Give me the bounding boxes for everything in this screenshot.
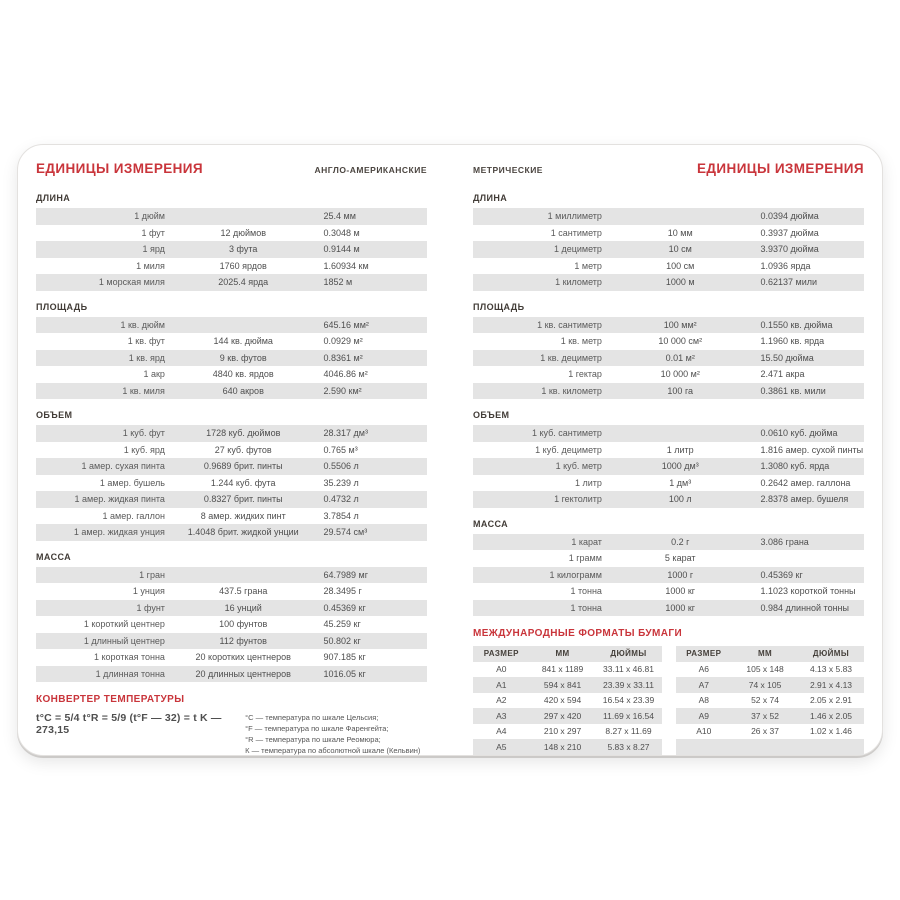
temperature-note-line: °R — температура по шкале Реомюра; bbox=[245, 735, 381, 744]
unit-value: 1.1023 короткой тонны bbox=[760, 586, 856, 597]
table-row bbox=[473, 225, 864, 242]
temperature-converter-body bbox=[36, 712, 427, 756]
unit-name: 1 амер. галлон bbox=[102, 510, 165, 521]
unit-value: 29.574 см³ bbox=[323, 527, 368, 538]
unit-name: 1 куб. дециметр bbox=[535, 444, 602, 455]
unit-equivalent: 20 длинных центнеров bbox=[195, 668, 291, 679]
unit-value: 645.16 мм² bbox=[323, 319, 369, 330]
table-row bbox=[473, 442, 864, 459]
table-row bbox=[36, 616, 427, 633]
unit-name: 1 короткая тонна bbox=[93, 652, 165, 663]
temperature-converter bbox=[36, 694, 427, 756]
paper-formats-title: МЕЖДУНАРОДНЫЕ ФОРМАТЫ БУМАГИ bbox=[473, 628, 683, 639]
table-row bbox=[36, 666, 427, 683]
temperature-formula: t°C = 5/4 t°R = 5/9 (t°F — 32) = t K — 273,15 bbox=[36, 712, 222, 736]
table-row bbox=[36, 649, 427, 666]
unit-equivalent: 0.8327 брит. пинты bbox=[203, 494, 283, 505]
unit-value: 3.086 грана bbox=[760, 536, 809, 547]
unit-value: 0.45369 кг bbox=[323, 602, 366, 613]
paper-table-row bbox=[676, 677, 865, 693]
page-left bbox=[36, 161, 427, 755]
page-right bbox=[473, 161, 864, 752]
table-row bbox=[473, 366, 864, 383]
paper-table-row bbox=[473, 724, 662, 740]
table-row bbox=[36, 600, 427, 617]
unit-name: 1 грамм bbox=[568, 553, 602, 564]
paper-size-inches: 23.39 x 33.11 bbox=[603, 679, 654, 690]
unit-value: 0.0929 м² bbox=[323, 336, 363, 347]
paper-table-header bbox=[473, 646, 662, 662]
table-row bbox=[36, 383, 427, 400]
unit-name: 1 километр bbox=[555, 277, 602, 288]
page-left-header bbox=[36, 161, 427, 176]
unit-equivalent: 12 дюймов bbox=[220, 227, 266, 238]
unit-name: 1 длинная тонна bbox=[95, 668, 165, 679]
table-row bbox=[473, 458, 864, 475]
unit-equivalent: 1728 куб. дюймов bbox=[206, 428, 281, 439]
unit-value: 1852 м bbox=[323, 277, 353, 288]
unit-equivalent: 100 га bbox=[667, 385, 694, 396]
paper-size-inches: 2.05 x 2.91 bbox=[809, 695, 853, 706]
section-title: ДЛИНА bbox=[36, 193, 71, 203]
paper-column-header: ДЮЙМЫ bbox=[812, 649, 850, 659]
paper-size: A10 bbox=[696, 726, 712, 737]
paper-size: A0 bbox=[496, 664, 507, 675]
table-row bbox=[36, 633, 427, 650]
unit-equivalent: 1000 м bbox=[665, 277, 695, 288]
table-row bbox=[36, 524, 427, 541]
unit-name: 1 миллиметр bbox=[547, 211, 602, 222]
table-row bbox=[473, 241, 864, 258]
table-row bbox=[36, 567, 427, 584]
unit-name: 1 карат bbox=[571, 536, 602, 547]
paper-size-mm: 37 x 52 bbox=[751, 710, 779, 721]
unit-equivalent: 1000 дм³ bbox=[661, 461, 699, 472]
paper-size-mm: 52 x 74 bbox=[751, 695, 779, 706]
paper-size-mm: 297 x 420 bbox=[543, 710, 582, 721]
section-title: ДЛИНА bbox=[473, 193, 508, 203]
unit-value: 0.45369 кг bbox=[760, 569, 803, 580]
paper-size-mm: 26 x 37 bbox=[751, 726, 779, 737]
table-row bbox=[36, 225, 427, 242]
unit-equivalent: 9 кв. футов bbox=[219, 352, 267, 363]
unit-equivalent: 27 куб. футов bbox=[214, 444, 272, 455]
unit-equivalent: 10 мм bbox=[667, 227, 693, 238]
table-row bbox=[36, 442, 427, 459]
paper-size-mm: 74 x 105 bbox=[748, 679, 782, 690]
paper-column-header: РАЗМЕР bbox=[686, 649, 722, 659]
table-row bbox=[36, 317, 427, 334]
unit-value: 0.62137 мили bbox=[760, 277, 818, 288]
table-row bbox=[36, 458, 427, 475]
table-row bbox=[36, 258, 427, 275]
table-row bbox=[473, 258, 864, 275]
unit-value: 0.3048 м bbox=[323, 227, 360, 238]
unit-name: 1 гран bbox=[139, 569, 165, 580]
unit-name: 1 амер. жидкая унция bbox=[73, 527, 165, 538]
unit-equivalent: 10 000 м² bbox=[660, 369, 700, 380]
unit-value: 0.0394 дюйма bbox=[760, 211, 819, 222]
unit-equivalent: 1 дм³ bbox=[669, 477, 692, 488]
table-row bbox=[36, 475, 427, 492]
units-section bbox=[473, 302, 864, 400]
paper-column-header: РАЗМЕР bbox=[483, 649, 519, 659]
unit-value: 0.1550 кв. дюйма bbox=[760, 319, 833, 330]
unit-equivalent: 3 фута bbox=[229, 244, 258, 255]
table-row bbox=[36, 491, 427, 508]
unit-value: 0.765 м³ bbox=[323, 444, 358, 455]
unit-name: 1 сантиметр bbox=[550, 227, 602, 238]
table-row bbox=[36, 350, 427, 367]
unit-name: 1 гектар bbox=[568, 369, 602, 380]
unit-equivalent: 20 коротких центнеров bbox=[195, 652, 291, 663]
unit-equivalent: 8 амер. жидких пинт bbox=[200, 510, 286, 521]
unit-name: 1 куб. фут bbox=[122, 428, 165, 439]
unit-value: 3.7854 л bbox=[323, 510, 359, 521]
table-row bbox=[36, 508, 427, 525]
temperature-converter-title: КОНВЕРТЕР ТЕМПЕРАТУРЫ bbox=[36, 694, 185, 705]
paper-table-row bbox=[676, 693, 865, 709]
unit-equivalent: 144 кв. дюйма bbox=[213, 336, 273, 347]
paper-size: A9 bbox=[698, 710, 709, 721]
table-row bbox=[36, 333, 427, 350]
paper-table-row bbox=[676, 662, 865, 678]
section-title: ОБЪЕМ bbox=[473, 410, 510, 420]
unit-value: 0.5506 л bbox=[323, 461, 359, 472]
unit-value: 907.185 кг bbox=[323, 652, 366, 663]
unit-equivalent: 437.5 грана bbox=[219, 586, 268, 597]
unit-name: 1 дециметр bbox=[553, 244, 602, 255]
unit-value: 0.0610 куб. дюйма bbox=[760, 428, 838, 439]
unit-equivalent: 4840 кв. ярдов bbox=[212, 369, 274, 380]
table-row bbox=[36, 583, 427, 600]
unit-value: 25.4 мм bbox=[323, 211, 356, 222]
table-row bbox=[473, 534, 864, 551]
unit-value: 2.8378 амер. бушеля bbox=[760, 494, 849, 505]
unit-value: 4046.86 м² bbox=[323, 369, 368, 380]
paper-table-row bbox=[473, 662, 662, 678]
paper-size-inches: 16.54 x 23.39 bbox=[602, 695, 655, 706]
paper-size-inches: 5.83 x 8.27 bbox=[607, 741, 650, 752]
paper-size-mm: 420 x 594 bbox=[543, 695, 582, 706]
units-section bbox=[36, 410, 427, 541]
unit-equivalent: 1 литр bbox=[666, 444, 694, 455]
paper-size-mm: 105 x 148 bbox=[746, 664, 784, 675]
paper-size: A1 bbox=[496, 679, 507, 690]
unit-equivalent: 2025.4 ярда bbox=[218, 277, 269, 288]
unit-equivalent: 100 л bbox=[668, 494, 692, 505]
table-row bbox=[473, 383, 864, 400]
unit-value: 0.2642 амер. галлона bbox=[760, 477, 851, 488]
unit-value: 15.50 дюйма bbox=[760, 352, 814, 363]
unit-equivalent: 1000 кг bbox=[665, 602, 696, 613]
unit-value: 0.3861 кв. мили bbox=[760, 385, 826, 396]
unit-value: 64.7989 мг bbox=[323, 569, 369, 580]
unit-name: 1 кв. ярд bbox=[128, 352, 165, 363]
page-subtitle: АНГЛО-АМЕРИКАНСКИЕ bbox=[314, 165, 427, 175]
unit-value: 0.4732 л bbox=[323, 494, 359, 505]
paper-size-inches: 8.27 x 11.69 bbox=[605, 726, 652, 737]
paper-size-mm: 841 x 1189 bbox=[541, 664, 584, 675]
unit-value: 0.8361 м² bbox=[323, 352, 363, 363]
unit-value: 1.60934 км bbox=[323, 260, 369, 271]
unit-name: 1 фунт bbox=[136, 602, 165, 613]
unit-equivalent: 100 см bbox=[666, 260, 695, 271]
paper-size-inches: 1.46 x 2.05 bbox=[809, 710, 853, 721]
unit-value: 45.259 кг bbox=[323, 619, 361, 630]
unit-value: 28.3495 г bbox=[323, 586, 362, 597]
unit-name: 1 акр bbox=[143, 369, 165, 380]
unit-equivalent: 1000 г bbox=[667, 569, 694, 580]
unit-name: 1 куб. метр bbox=[555, 461, 602, 472]
unit-equivalent: 1000 кг bbox=[665, 586, 696, 597]
paper-size-inches: 11.69 x 16.54 bbox=[603, 710, 654, 721]
unit-name: 1 ярд bbox=[142, 244, 165, 255]
unit-value: 0.9144 м bbox=[323, 244, 360, 255]
paper-formats bbox=[473, 628, 864, 755]
section-title: МАССА bbox=[473, 518, 509, 529]
unit-equivalent: 0.9689 брит. пинты bbox=[203, 461, 283, 472]
unit-name: 1 миля bbox=[136, 260, 165, 271]
page-right-header bbox=[473, 161, 864, 176]
unit-equivalent: 0.01 м² bbox=[665, 352, 695, 363]
table-row bbox=[473, 333, 864, 350]
unit-equivalent: 0.2 г bbox=[671, 536, 690, 547]
unit-value: 1.0936 ярда bbox=[760, 260, 811, 271]
unit-name: 1 кв. метр bbox=[560, 336, 602, 347]
unit-equivalent: 1760 ярдов bbox=[219, 260, 267, 271]
paper-size-inches: 2.91 x 4.13 bbox=[809, 679, 853, 690]
table-row bbox=[473, 350, 864, 367]
table-row bbox=[473, 317, 864, 334]
unit-value: 0.3937 дюйма bbox=[760, 227, 819, 238]
paper-size: A5 bbox=[496, 741, 507, 752]
paper-size: A4 bbox=[496, 726, 507, 737]
unit-name: 1 килограмм bbox=[549, 569, 602, 580]
paper-table-row bbox=[676, 724, 865, 740]
table-row bbox=[473, 600, 864, 617]
page-subtitle: МЕТРИЧЕСКИЕ bbox=[473, 165, 543, 175]
unit-name: 1 куб. сантиметр bbox=[531, 428, 602, 439]
table-row bbox=[36, 366, 427, 383]
paper-table-row bbox=[676, 739, 865, 755]
section-title: ОБЪЕМ bbox=[36, 410, 73, 420]
units-section bbox=[473, 410, 864, 508]
unit-value: 2.471 акра bbox=[760, 369, 805, 380]
paper-table-row bbox=[676, 708, 865, 724]
unit-equivalent: 1.4048 брит. жидкой унции bbox=[187, 527, 299, 538]
paper-column-header: ДЮЙМЫ bbox=[610, 649, 647, 659]
paper-column-header: ММ bbox=[757, 649, 773, 659]
unit-equivalent: 640 акров bbox=[222, 385, 264, 396]
unit-value: 35.239 л bbox=[323, 477, 359, 488]
unit-name: 1 кв. фут bbox=[127, 336, 165, 347]
unit-equivalent: 16 унций bbox=[224, 602, 262, 613]
paper-table-header bbox=[676, 646, 865, 662]
unit-name: 1 фут bbox=[141, 227, 165, 238]
unit-name: 1 куб. ярд bbox=[123, 444, 165, 455]
temperature-note-line: °C — температура по шкале Цельсия; bbox=[245, 713, 379, 722]
paper-formats-tables bbox=[473, 646, 864, 755]
table-row bbox=[473, 550, 864, 567]
temperature-notes bbox=[245, 712, 427, 756]
units-section bbox=[473, 193, 864, 291]
table-row bbox=[473, 491, 864, 508]
paper-size-mm: 594 x 841 bbox=[543, 679, 582, 690]
unit-equivalent: 1.244 куб. фута bbox=[210, 477, 276, 488]
diary-spread bbox=[17, 144, 883, 756]
unit-name: 1 короткий центнер bbox=[83, 619, 165, 630]
paper-size-mm: 148 x 210 bbox=[543, 741, 582, 752]
paper-size: A3 bbox=[496, 710, 507, 721]
unit-name: 1 амер. сухая пинта bbox=[81, 461, 165, 472]
section-title: ПЛОЩАДЬ bbox=[36, 301, 88, 312]
table-row bbox=[473, 208, 864, 225]
unit-name: 1 кв. сантиметр bbox=[537, 319, 602, 330]
unit-value: 28.317 дм³ bbox=[323, 428, 368, 439]
unit-name: 1 литр bbox=[575, 477, 602, 488]
units-sections-right bbox=[473, 182, 864, 616]
unit-name: 1 тонна bbox=[570, 586, 602, 597]
unit-name: 1 кв. миля bbox=[122, 385, 165, 396]
unit-name: 1 метр bbox=[574, 260, 602, 271]
unit-value: 2.590 км² bbox=[323, 385, 362, 396]
unit-name: 1 тонна bbox=[570, 602, 602, 613]
unit-name: 1 амер. жидкая пинта bbox=[74, 494, 165, 505]
paper-size-inches: 1.02 x 1.46 bbox=[809, 726, 853, 737]
paper-table-a6-a10 bbox=[676, 646, 865, 755]
units-section bbox=[36, 552, 427, 683]
paper-table-row bbox=[473, 693, 662, 709]
table-row bbox=[473, 567, 864, 584]
paper-size: A7 bbox=[698, 679, 709, 690]
paper-table-a0-a5 bbox=[473, 646, 662, 755]
table-row bbox=[473, 425, 864, 442]
units-sections-left bbox=[36, 182, 427, 682]
unit-value: 1016.05 кг bbox=[323, 668, 366, 679]
unit-name: 1 гектолитр bbox=[554, 494, 602, 505]
temperature-note-line: К — температура по абсолютной шкале (Кельвин) bbox=[245, 746, 421, 755]
unit-name: 1 морская миля bbox=[98, 277, 165, 288]
paper-table-row bbox=[473, 708, 662, 724]
paper-table-row bbox=[473, 739, 662, 755]
unit-equivalent: 112 фунтов bbox=[219, 635, 267, 646]
paper-size: A2 bbox=[496, 695, 507, 706]
paper-size-inches: 4.13 x 5.83 bbox=[809, 664, 853, 675]
unit-name: 1 кв. дециметр bbox=[540, 352, 602, 363]
unit-name: 1 дюйм bbox=[134, 211, 165, 222]
unit-name: 1 длинный центнер bbox=[83, 635, 165, 646]
unit-equivalent: 100 фунтов bbox=[219, 619, 268, 630]
table-row bbox=[36, 208, 427, 225]
section-title: МАССА bbox=[36, 551, 72, 562]
page-title: ЕДИНИЦЫ ИЗМЕРЕНИЯ bbox=[697, 161, 864, 176]
unit-name: 1 кв. дюйм bbox=[120, 319, 165, 330]
temperature-note-line: °F — температура по шкале Фаренгейта; bbox=[245, 724, 389, 733]
paper-table-row bbox=[473, 677, 662, 693]
paper-size: A6 bbox=[698, 664, 709, 675]
unit-name: 1 кв. километр bbox=[541, 385, 602, 396]
unit-equivalent: 10 см bbox=[668, 244, 692, 255]
unit-value: 0.984 длинной тонны bbox=[760, 602, 849, 613]
unit-name: 1 амер. бушель bbox=[99, 477, 165, 488]
paper-size: A8 bbox=[698, 695, 709, 706]
paper-column-header: ММ bbox=[555, 649, 570, 659]
table-row bbox=[36, 241, 427, 258]
table-row bbox=[473, 475, 864, 492]
unit-equivalent: 5 карат bbox=[664, 553, 696, 564]
unit-value: 1.1960 кв. ярда bbox=[760, 336, 825, 347]
units-section bbox=[36, 193, 427, 291]
units-section bbox=[36, 302, 427, 400]
units-section bbox=[473, 519, 864, 617]
table-row bbox=[473, 274, 864, 291]
unit-value: 50.802 кг bbox=[323, 635, 361, 646]
unit-name: 1 унция bbox=[132, 586, 165, 597]
paper-size-mm: 210 x 297 bbox=[543, 726, 582, 737]
table-row bbox=[473, 583, 864, 600]
table-row bbox=[36, 425, 427, 442]
section-title: ПЛОЩАДЬ bbox=[473, 301, 525, 312]
unit-value: 3.9370 дюйма bbox=[760, 244, 819, 255]
unit-value: 1.3080 куб. ярда bbox=[760, 461, 830, 472]
table-row bbox=[36, 274, 427, 291]
unit-equivalent: 100 мм² bbox=[663, 319, 697, 330]
unit-value: 1.816 амер. сухой пинты bbox=[760, 444, 864, 455]
page-title: ЕДИНИЦЫ ИЗМЕРЕНИЯ bbox=[36, 161, 203, 176]
unit-equivalent: 10 000 см² bbox=[658, 336, 703, 347]
paper-size-inches: 33.11 x 46.81 bbox=[603, 664, 654, 675]
